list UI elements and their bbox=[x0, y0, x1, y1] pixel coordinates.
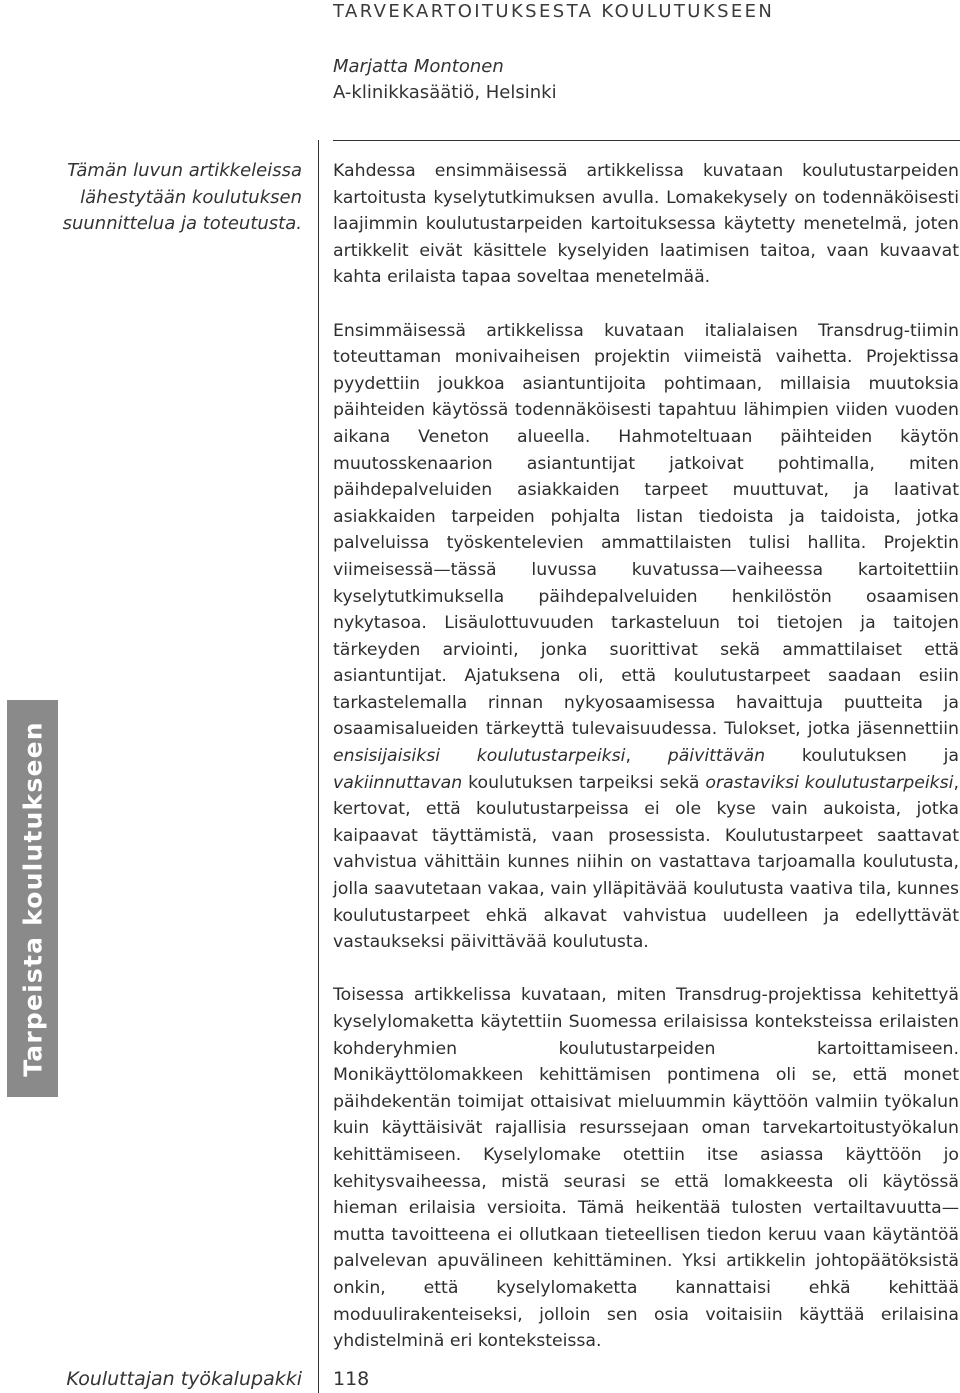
side-tab bbox=[7, 700, 58, 1097]
margin-note: Tämän luvun artikkeleissa lähestytään koulutuksen suunnittelua ja toteutusta. bbox=[62, 160, 302, 235]
body-paragraph bbox=[333, 982, 959, 1354]
paragraph-text: koulutuksen tarpeiksi sekä bbox=[462, 772, 706, 793]
paragraph-text: , kertovat, että koulutustarpeissa ei ole kyse vain aukoista, jotka kaipaavat täyttämistä, vaan prosessista. Koulutustarpeet saattavat vahvistua vähittäin kunnes niihin on vastattava tarjoamalla koulutusta, jolla saavutetaan vakaa, vain ylläpitävää koulutusta vaativa tila, kunnes koulutustarpeet ehkä alkavat vahvistua uudelleen ja edellyttävät vastaukseksi päivittävää koulutusta. bbox=[333, 772, 959, 953]
footer-book-title: Kouluttajan työkalupakki bbox=[66, 1368, 302, 1390]
emphasized-text: orastaviksi koulutustarpeiksi bbox=[705, 772, 954, 793]
author-name: Marjatta Montonen bbox=[333, 56, 504, 77]
emphasized-text: ensisijaisiksi koulutustarpeiksi bbox=[333, 746, 626, 767]
header-title: TARVEKARTOITUKSESTA KOULUTUKSEEN bbox=[333, 1, 775, 22]
emphasized-text: päivittävän bbox=[667, 746, 766, 767]
paragraph-text: Kahdessa ensimmäisessä artikkelissa kuvataan koulutustarpeiden kartoitusta kyselytutkimuksen avulla. Lomakekysely on todennäköisesti laajimmin koulutustarpeiden kartoituksessa käytetty menetelmä, joten artikkelit eivät käsittele kyselyiden laatimisen taitoa, vaan kuvaavat kahta erilaista tapaa soveltaa menetelmää. bbox=[333, 161, 959, 288]
side-tab-label: Tarpeista koulutukseen bbox=[18, 720, 47, 1077]
vertical-rule bbox=[318, 140, 319, 1393]
paragraph-text: koulutuksen ja bbox=[765, 746, 959, 767]
paragraph-text: Toisessa artikkelissa kuvataan, miten Transdrug-projektissa kehitettyä kyselylomaketta käytettiin Suomessa erilaisissa konteksteissa erilaisten kohderyhmien koulutustarpeiden kartoittamiseen. Monikäyttölomakkeen kehittämisen pontimena oli se, että monet päihdekentän toimijat ottaisivat mieluummin käyttöön valmiin työkalun kuin käyttäisivät rajallisia resurssejaan oman tarvekartoitustyökalun kehittämiseen. Kyselylomake otettiin itse asiassa käyttöön jo kehitysvaiheessa, mistä seurasi se että lomakkeesta oli käytössä hieman erilaisia versioita. Tämä heikentää tulosten vertailtavuutta—mutta tavoitteena ei ollutkaan tieteellisen tiedon keruu vaan käytäntöä palvelevan apuvälineen kehittäminen. Yksi artikkelin johtopäätöksistä onkin, että kyselylomaketta kannattaisi ehkä kehittää moduulirakenteiseksi, jolloin sen osia voitaisiin käyttää erilaisina yhdistelminä eri konteksteissa. bbox=[333, 985, 959, 1352]
emphasized-text: vakiinnuttavan bbox=[333, 772, 463, 793]
body-paragraph bbox=[333, 158, 959, 291]
body-paragraph bbox=[333, 318, 959, 956]
author-affiliation: A-klinikkasäätiö, Helsinki bbox=[333, 82, 557, 103]
paragraph-text: , bbox=[625, 746, 668, 767]
page-number: 118 bbox=[333, 1368, 370, 1390]
article-body bbox=[333, 158, 959, 1355]
horizontal-rule bbox=[333, 140, 960, 141]
paragraph-text: Ensimmäisessä artikkelissa kuvataan italialaisen Transdrug-tiimin toteuttaman monivaiheisen projektin viimeistä vaihetta. Projektissa pyydettiin joukkoa asiantuntijoita pohtimaan, millaisia muutoksia päihteiden käytössä todennäköisesti tapahtuu lähimpien viiden vuoden aikana Veneton alueella. Hahmoteltuaan päihteiden käytön muutosskenaarion asiantuntijat jatkoivat pohtimalla, miten päihdepalveluiden asiakkaiden tarpeet muuttuvat, ja laativat asiakkaiden tarpeiden pohjalta listan tiedoista ja taidoista, jotka palveluissa työskentelevien ammattilaisten tulisi hallita. Projektin viimeisessä—tässä luvussa kuvatussa—vaiheessa kartoitettiin kyselytutkimuksella päihdepalveluiden henkilöstön osaamisen nykytasoa. Lisäulottuvuuden tarkasteluun toi tietojen ja taitojen tärkeyden arviointi, jonka suorittivat sekä ammattilaiset että asiantuntijat. Ajatuksena oli, että koulutustarpeet saadaan esiin tarkastelemalla rinnan nykyosaamisessa havaittuja puutteita ja osaamisalueiden tärkeyttä tulevaisuudessa. Tulokset, jotka jäsennettiin bbox=[333, 320, 959, 740]
